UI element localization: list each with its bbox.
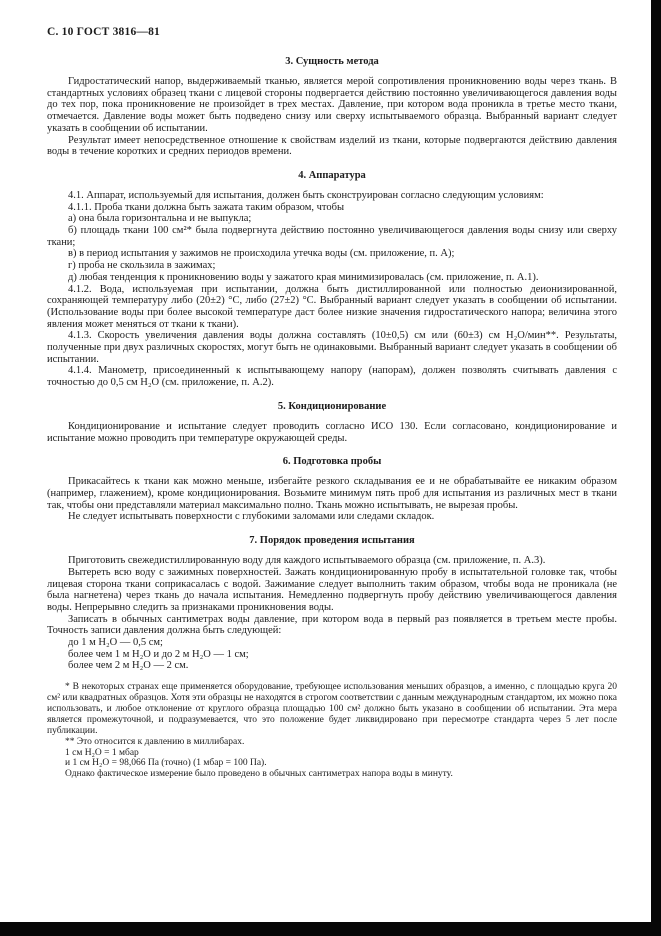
section-title: 7. Порядок проведения испытания	[249, 535, 415, 547]
list-item: а) она была горизонтальна и не выпукла;	[68, 213, 252, 225]
footnote: ** Это относится к давлению в миллибарах.	[65, 736, 245, 747]
list-item: в) в период испытания у зажимов не происходила утечка воды (см. приложение, п. А);	[68, 248, 455, 260]
section-conditioning	[47, 401, 617, 444]
section-sample-preparation	[47, 456, 617, 523]
scan-border-right	[651, 0, 661, 936]
paragraph: 4.1.3. Скорость увеличения давления воды должна составлять (10±0,5) см или (60±3) см H₂O/мин**. Результаты, полученные при двух различных скоростях, могут быть не одинаковыми. Выбранный вариант следует указать в сообщении об испытании.	[47, 330, 617, 365]
list-item: б) площадь ткани 100 см²* была подвергнута действию постоянно увеличивающегося давления воды снизу или сверху ткани;	[47, 225, 617, 248]
section-test-procedure	[47, 535, 617, 672]
paragraph: Прикасайтесь к ткани как можно меньше, избегайте резкого складывания ее и не обрабатывайте ее никаким образом (например, глажением), кроме кондиционирования. Возьмите минимум пять проб для испытания из различных мест в ткани так, чтобы они представляли материал максимально полно. Ткань можно испытывать, не вырезая пробы.	[47, 476, 617, 511]
footnote: * В некоторых странах еще применяется оборудование, требующее использования меньших образцов, а именно, с площадью круга 20 см² или квадратных образцов. Хотя эти образцы не находятся в строгом соответствии с данным международным стандартом, их можно пока использовать, и любое отклонение от круглого образца площадью 100 см² должно быть указано в сообщении об испытании. Эта мера является промежуточной, и подразумевается, что это положение будет ликвидировано при пересмотре стандарта через 5 лет после публикации.	[47, 682, 617, 736]
precision-line: до 1 м H₂O — 0,5 см;	[68, 637, 163, 649]
scan-border-bottom	[0, 922, 661, 936]
footnotes	[47, 682, 617, 780]
precision-line: более чем 1 м H₂O и до 2 м H₂O — 1 см;	[68, 648, 249, 660]
paragraph: Кондиционирование и испытание следует проводить согласно ИСО 130. Если согласовано, кондиционирование и испытание можно проводить при температуре окружающей среды.	[47, 420, 617, 444]
paragraph: 4.1.2. Вода, используемая при испытании, должна быть дистиллированной или полностью деионизированной, сохраняющей температуру либо (20±2) °С, либо (27±2) °С. Выбранный вариант следует указать в сообщении об испытании. (Использование воды при более высокой температуре даст более низкие значения гидростатического напора; величина этого явления может меняться от ткани к ткани).	[47, 283, 617, 330]
footnote: и 1 см H₂O = 98,066 Па (точно) (1 мбар = 100 Па).	[65, 758, 267, 769]
paragraph: Записать в обычных сантиметрах воды давление, при котором вода в первый раз появляется в третьем месте пробы. Точность записи давления должна быть следующей:	[47, 613, 617, 637]
paragraph: 4.1. Аппарат, используемый для испытания, должен быть сконструирован согласно следующим условиям:	[68, 189, 544, 201]
document-page	[47, 26, 617, 780]
section-title: 4. Аппаратура	[298, 169, 366, 181]
paragraph: Результат имеет непосредственное отношение к свойствам изделий из ткани, которые подвергаются действию давления воды в течение коротких и средних периодов времени.	[47, 134, 617, 158]
list-item: д) любая тенденция к проникновению воды у зажатого края минимизировалась (см. приложение, п. А.1).	[68, 271, 539, 283]
section-apparatus	[47, 170, 617, 389]
section-essence-of-method	[47, 56, 617, 158]
paragraph: 4.1.1. Проба ткани должна быть зажата таким образом, чтобы	[68, 201, 344, 213]
section-title: 3. Сущность метода	[285, 56, 379, 67]
page-header: С. 10 ГОСТ 3816—81	[47, 26, 160, 38]
footnote: 1 см H₂O = 1 мбар	[65, 747, 139, 758]
list-item: г) проба не скользила в зажимах;	[68, 260, 216, 272]
section-title: 5. Кондиционирование	[277, 400, 387, 412]
paragraph: Гидростатический напор, выдерживаемый тканью, является мерой сопротивления проникновению воды через ткань. В стандартных условиях образец ткани с лицевой стороны подвергается действию постоянно увеличивающегося давления воды до тех пор, пока проникновение не произойдет в трех местах. Давление, при котором вода проникла в третье место ткани, отмечается. Давление воды может быть подведено снизу или сверху испытываемого образца. Выбранный вариант следует указать в сообщении об испытании.	[47, 76, 617, 134]
footnote: Однако фактическое измерение было проведено в обычных сантиметрах напора воды в минуту.	[65, 769, 453, 780]
precision-line: более чем 2 м H₂O — 2 см.	[68, 660, 189, 672]
paragraph: Приготовить свежедистиллированную воду для каждого испытываемого образца (см. приложение, п. А.3).	[68, 555, 546, 567]
paragraph: Вытереть всю воду с зажимных поверхностей. Зажать кондиционированную пробу в испытательной головке так, чтобы лицевая сторона ткани соприкасалась с водой. Зажимание следует выполнить таким образом, чтобы вода не проникала (не была нагнетена) через ткань до начала испытания. Немедленно подвергнуть пробу действию увеличивающегося давления воды. Непрерывно следить за признаками проникновения воды.	[47, 566, 617, 613]
paragraph: Не следует испытывать поверхности с глубокими заломами или следами складок.	[68, 511, 435, 523]
section-title: 6. Подготовка пробы	[282, 456, 382, 468]
paragraph: 4.1.4. Манометр, присоединенный к испытывающему напору (напорам), должен позволять считывать давления с точностью до 0,5 см H₂O (см. приложение, п. А.2).	[47, 365, 617, 389]
